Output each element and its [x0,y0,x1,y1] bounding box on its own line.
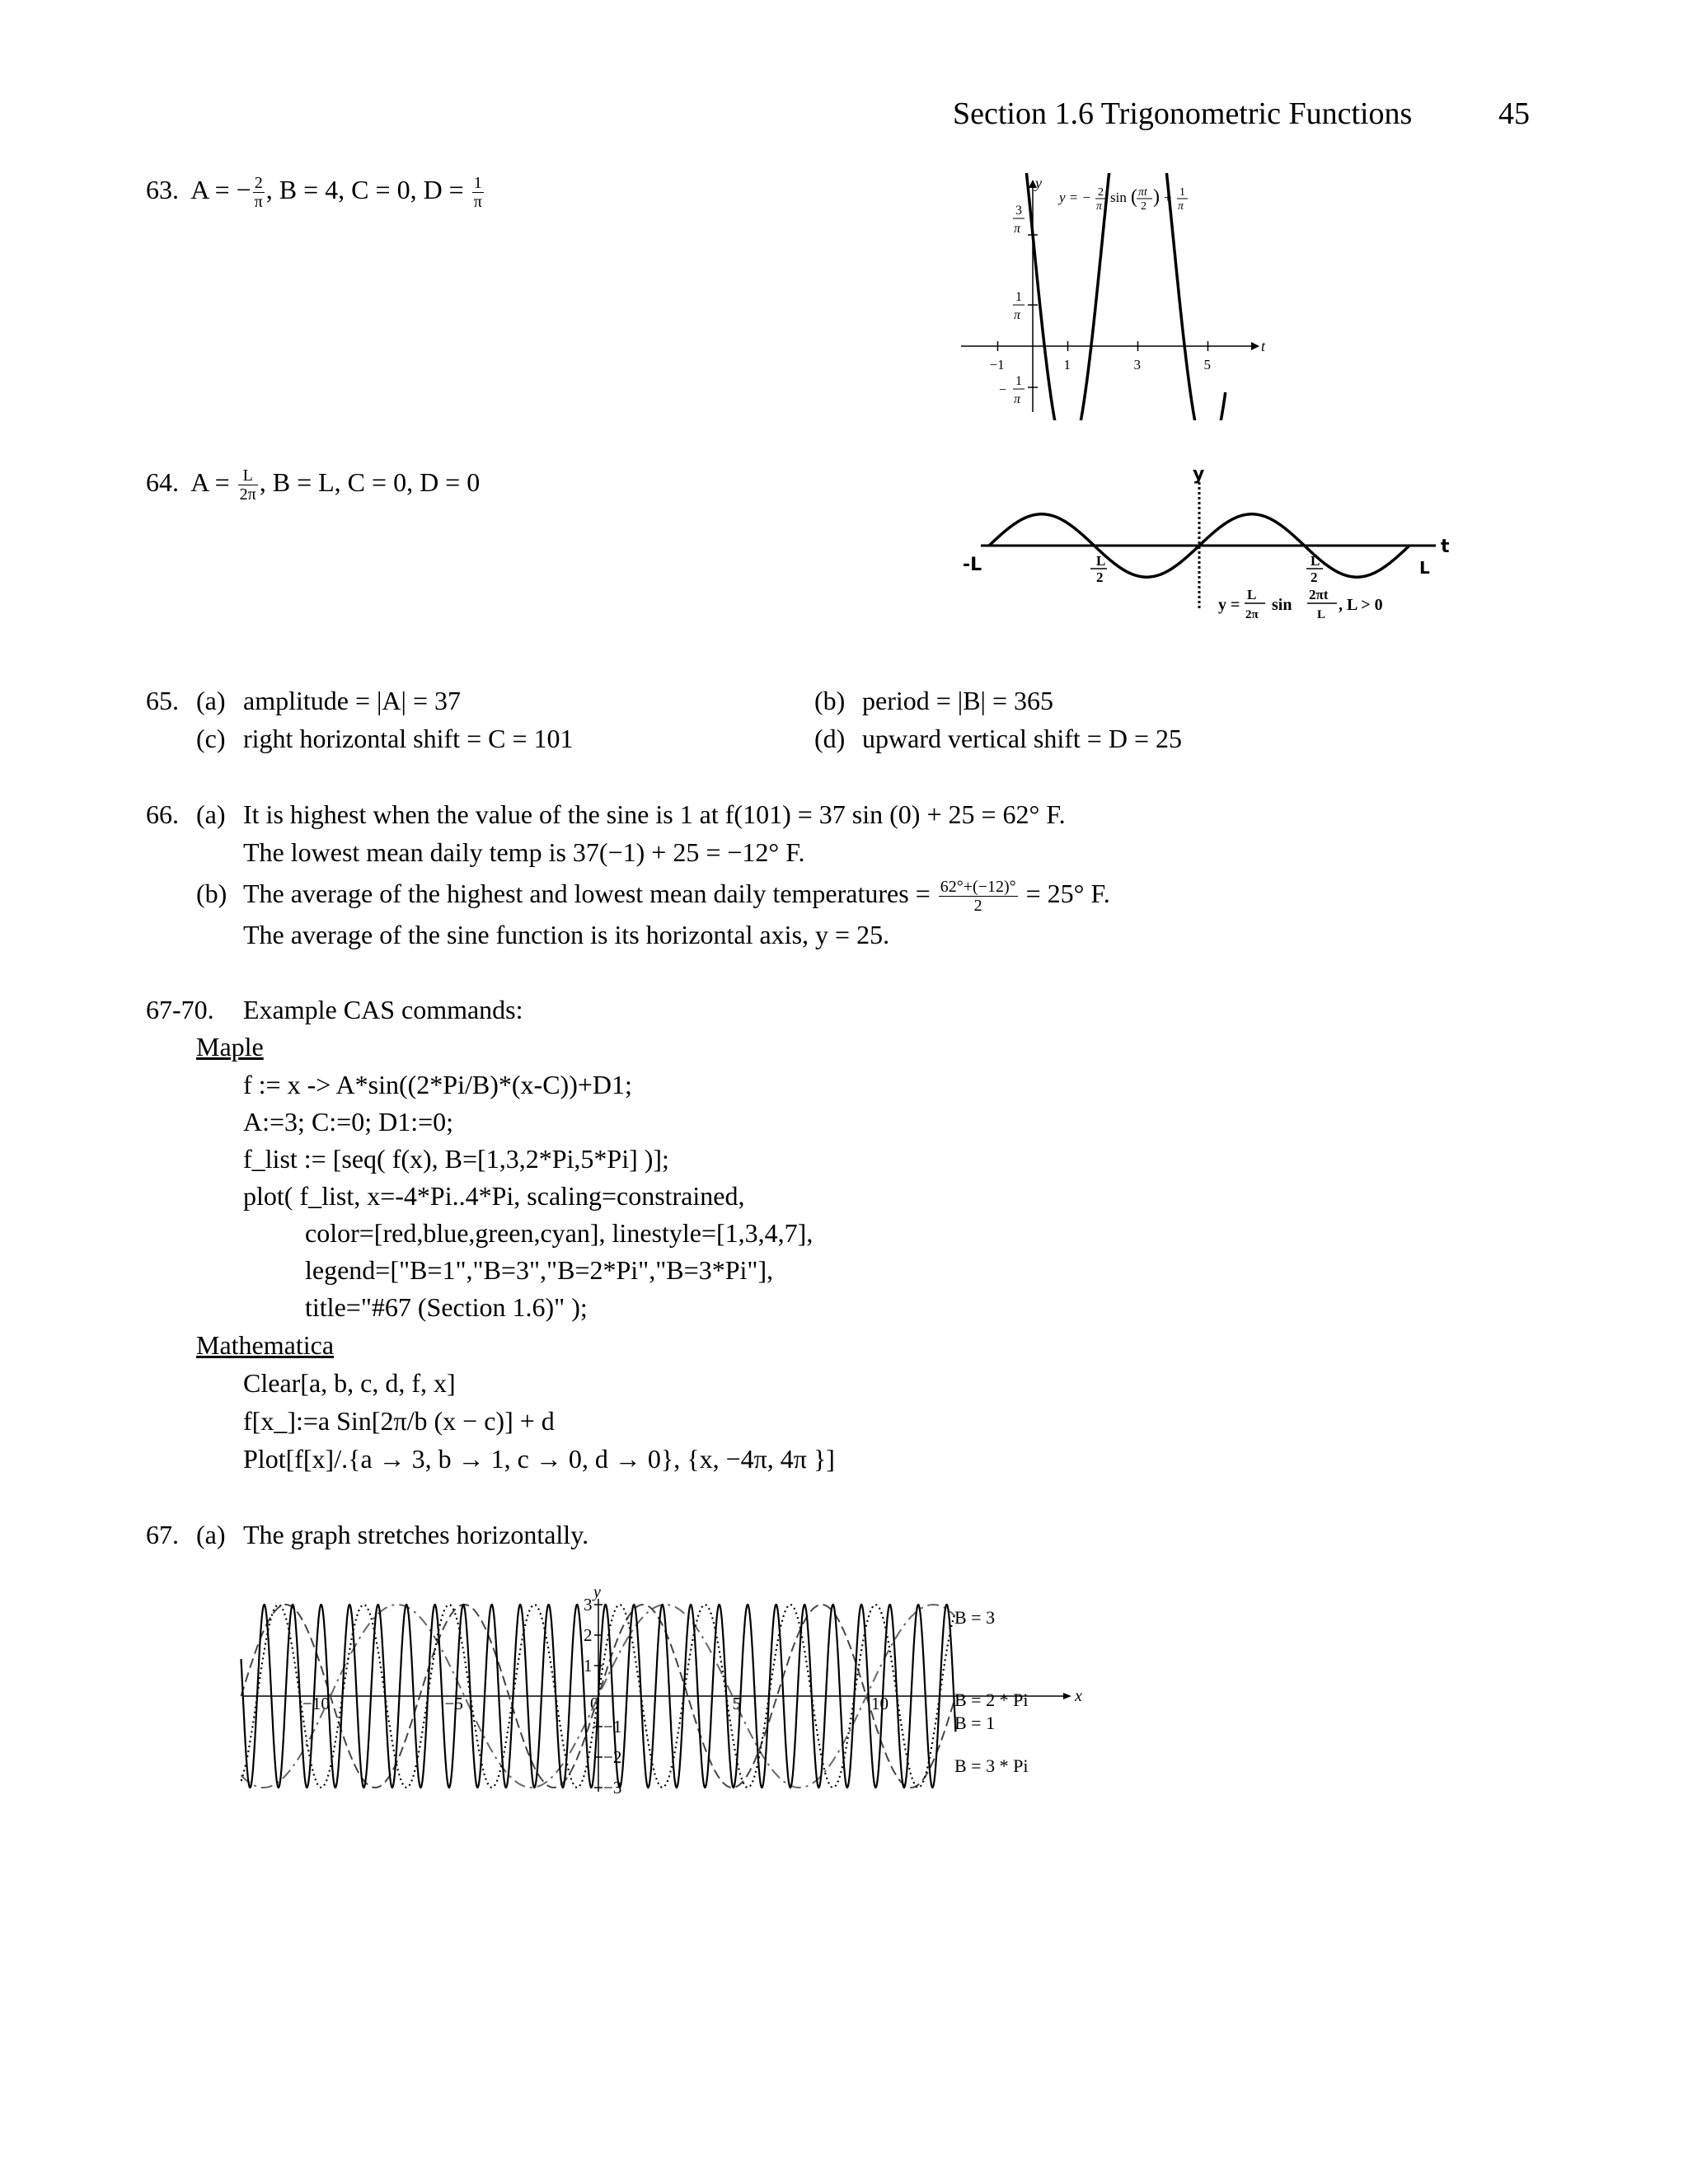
svg-text:π: π [1096,200,1103,213]
svg-text:1: 1 [1015,290,1022,304]
svg-text:2: 2 [1096,569,1104,585]
problem-67-70-number: 67-70. [146,995,214,1024]
part-label: (a) [196,1520,226,1549]
problem-64-answer: 64. A = $\frac{L}{2\pi}$ , B = L, C = 0, D = 0 [146,466,481,504]
x-axis-arrow [1063,1693,1071,1699]
y-axis-label: y [1193,464,1205,485]
code-line: A:=3; C:=0; D1:=0; [243,1107,454,1137]
section-title: Section 1.6 Trigonometric Functions [953,96,1413,131]
fraction: $\frac{L}{2\pi}$ [239,466,256,504]
y-tick-label: 3 [584,1595,593,1615]
problem-65-number: 65. [146,686,179,715]
svg-text:π: π [1014,308,1021,322]
x-tick-label: 5 [1203,357,1211,373]
legend-b-1: B = 1 [954,1713,996,1733]
svg-text:2π: 2π [1245,608,1259,621]
answer-text: period = |B| = 365 [862,686,1053,715]
x-tick-label: 1 [1063,357,1071,373]
graph-problem-63 [956,173,1269,420]
graph-problem-64 [956,462,1467,659]
fraction: $\frac{2}{\pi}$ [254,174,263,212]
answer-text: amplitude = |A| = 37 [243,686,461,715]
part-label: (a) [196,799,226,829]
x-tick-label: −1 [989,357,1005,373]
answer-text: The graph stretches horizontally. [243,1520,589,1549]
x-tick-label: −5 [444,1694,463,1713]
part-label: (d) [814,724,846,753]
svg-text:L: L [1247,587,1257,602]
svg-text:1: 1 [1179,186,1185,199]
y-tick-label-3-over-pi [1013,204,1025,236]
svg-text:π: π [1178,200,1184,213]
code-line: title="#67 (Section 1.6)" ); [305,1292,588,1322]
legend-b-3: B = 3 [954,1607,996,1628]
svg-text:2: 2 [1098,186,1104,199]
maple-heading: Maple [196,1032,264,1062]
fraction: $\frac{62^\circ+(-12)^\circ}{2}$ [940,878,1016,916]
answer-text: It is highest when the value of the sine is 1 at f(101) = 37 sin (0) + 25 = 62° F. [243,799,1066,829]
y-tick-label: 2 [584,1625,593,1645]
part-label: (b) [814,686,846,715]
x-tick-label: 0 [590,1694,599,1713]
x-tick-label: 3 [1133,357,1141,373]
x-label-neg-L-over-2 [1090,553,1107,585]
legend-b-3pi: B = 3 * Pi [954,1755,1029,1776]
fraction: $\frac{1}{\pi}$ [473,174,482,212]
t-axis-arrow [1251,342,1259,350]
svg-text:πt: πt [1138,186,1147,199]
answer-text: The lowest mean daily temp is 37(−1) + 25 = −12° F. [243,837,805,867]
y-tick-label: −3 [603,1778,622,1797]
x-tick-label: 10 [871,1694,889,1713]
code-line: f[x_]:=a Sin[2π/b (x − c)] + d [243,1406,555,1436]
x-axis-label: x [1075,1687,1082,1705]
svg-text:−: − [999,383,1007,397]
graph-equation-label [1218,587,1383,621]
svg-text:, L > 0: , L > 0 [1339,596,1383,614]
y-axis-label: y [1035,175,1042,191]
svg-text:y =: y = [1218,596,1240,614]
problem-63-answer: 63. A = − $\frac{2}{\pi}$ , B = 4, C = 0, D = $\frac{1}{\pi}$ [146,174,482,212]
svg-text:): ) [1153,186,1160,208]
legend-b-2pi: B = 2 * Pi [954,1690,1029,1710]
x-tick-label: 5 [732,1694,741,1713]
answer-text: upward vertical shift = D = 25 [862,724,1182,753]
svg-text:π: π [1014,222,1021,236]
sine-curve [991,173,1226,420]
part-label: (b) [196,879,227,908]
answer-text: right horizontal shift = C = 101 [243,724,574,753]
answer-text: The average of the highest and lowest mean daily temperatures = $\frac{62^\circ+(-12)^\circ}{2}$ = 25° F. [243,878,1110,916]
y-tick-label: −2 [603,1747,622,1767]
graph-problem-67 [239,1582,1096,1797]
code-line: color=[red,blue,green,cyan], linestyle=[1,3,4,7], [305,1218,814,1248]
svg-text:1: 1 [1015,374,1022,388]
mathematica-heading: Mathematica [196,1330,335,1360]
y-tick-label-neg-1-over-pi [999,374,1025,406]
svg-text:2: 2 [1311,569,1318,585]
svg-text:L: L [1311,553,1320,569]
y-tick-label: −1 [603,1717,622,1736]
svg-text:L: L [1096,553,1106,569]
svg-text:y = −: y = − [1059,190,1091,205]
x-label-neg-L: -L [963,555,982,575]
t-axis-label: t [1441,537,1450,557]
svg-text:L: L [1317,608,1326,621]
x-label-L: L [1419,558,1430,578]
problem-number: 64. [146,467,179,497]
code-line: plot( f_list, x=-4*Pi..4*Pi, scaling=constrained, [243,1181,745,1211]
code-line: f_list := [seq( f(x), B=[1,3,2*Pi,5*Pi] )]; [243,1144,669,1174]
svg-text:2πt: 2πt [1309,587,1329,602]
y-tick-label-1-over-pi [1013,290,1025,322]
part-label: (a) [196,686,226,715]
y-tick-label: 1 [584,1656,593,1675]
svg-text:(: ( [1131,186,1137,208]
code-line: legend=["B=1","B=3","B=2*Pi","B=3*Pi"], [305,1255,774,1285]
y-axis-label: y [593,1583,601,1601]
problem-number: 63. [146,175,179,204]
problem-67-number: 67. [146,1520,179,1549]
x-label-L-over-2 [1306,553,1323,585]
page-number: 45 [1498,96,1530,131]
t-axis-label: t [1261,338,1266,354]
svg-text:3: 3 [1015,204,1022,218]
code-line: Plot[f[x]/.{a → 3, b → 1, c → 0, d → 0}, {x, −4π, 4π }] [243,1444,835,1474]
svg-text:+: + [1164,190,1172,205]
code-line: f := x -> A*sin((2*Pi/B)*(x-C))+D1; [243,1070,632,1099]
svg-text:2: 2 [1141,200,1146,213]
x-tick-label: −10 [302,1694,330,1713]
svg-text:sin: sin [1110,190,1127,205]
svg-text:sin: sin [1272,596,1292,614]
part-label: (c) [196,724,226,753]
svg-text:π: π [1014,392,1021,406]
cas-intro: Example CAS commands: [243,995,523,1024]
code-line: Clear[a, b, c, d, f, x] [243,1368,456,1398]
problem-66-number: 66. [146,799,179,829]
answer-text: The average of the sine function is its horizontal axis, y = 25. [243,920,890,949]
